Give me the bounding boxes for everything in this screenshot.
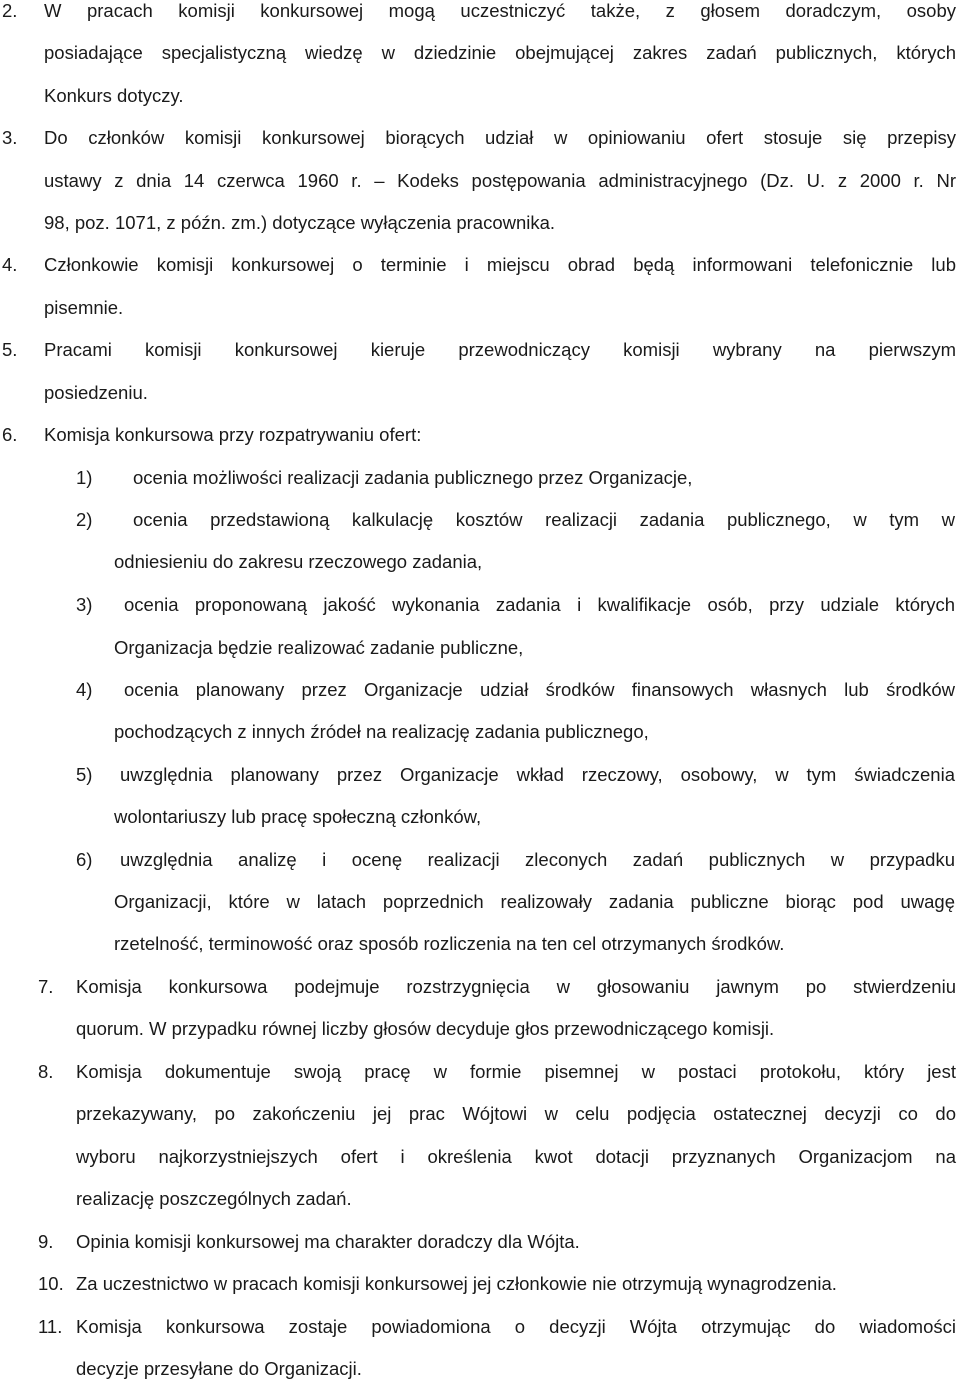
paragraph-line: Za uczestnictwo w pracach komisji konkursowej jej członkowie nie otrzymują wynagrodzenia. — [76, 1273, 837, 1294]
paragraph-line: Konkurs dotyczy. — [44, 85, 184, 106]
item-number: 9. — [38, 1231, 54, 1252]
paragraph-line: W pracach komisji konkursowej mogą uczestniczyć także, z głosem doradczym, osoby — [44, 0, 956, 21]
paragraph-line: pochodzących z innych źródeł na realizację zadania publicznego, — [114, 721, 649, 742]
paragraph-line: quorum. W przypadku równej liczby głosów decyduje głos przewodniczącego komisji. — [76, 1018, 775, 1039]
paragraph-line: ocenia przedstawioną kalkulację kosztów realizacji zadania publicznego, w tym w — [133, 509, 955, 530]
item-number: 7. — [38, 976, 54, 997]
paragraph-line: decyzje przesyłane do Organizacji. — [76, 1358, 362, 1379]
paragraph-line: realizację poszczególnych zadań. — [76, 1188, 352, 1209]
subitem-number: 6) — [76, 849, 93, 870]
paragraph-line: Komisja dokumentuje swoją pracę w formie pisemnej w postaci protokołu, który jest — [76, 1061, 956, 1082]
paragraph-line: rzetelność, terminowość oraz sposób rozliczenia na ten cel otrzymanych środków. — [114, 933, 785, 954]
subitem-number: 2) — [76, 509, 93, 530]
paragraph-line: wolontariuszy lub pracę społeczną członków, — [114, 806, 482, 827]
paragraph-line: Do członków komisji konkursowej biorących udział w opiniowaniu ofert stosuje się przepisy — [44, 127, 956, 148]
subitem-number: 3) — [76, 594, 93, 615]
paragraph-line: ocenia proponowaną jakość wykonania zadania i kwalifikacje osób, przy udziale których — [124, 594, 955, 615]
paragraph-line: odniesieniu do zakresu rzeczowego zadania, — [114, 551, 483, 572]
item-number: 5. — [2, 339, 18, 360]
paragraph-line: Komisja konkursowa podejmuje rozstrzygnięcia w głosowaniu jawnym po stwierdzeniu — [76, 976, 956, 997]
subitem-number: 1) — [76, 467, 93, 488]
paragraph-line: Członkowie komisji konkursowej o terminie i miejscu obrad będą informowani telefonicznie lub — [44, 254, 956, 275]
paragraph-line: ustawy z dnia 14 czerwca 1960 r. – Kodeks postępowania administracyjnego (Dz. U. z 2000 r. Nr — [44, 170, 956, 191]
paragraph-line: posiedzeniu. — [44, 382, 148, 403]
paragraph-line: 98, poz. 1071, z późn. zm.) dotyczące wyłączenia pracownika. — [44, 212, 556, 233]
paragraph-line: Organizacja będzie realizować zadanie publiczne, — [114, 637, 524, 658]
paragraph-line: Organizacji, które w latach poprzednich realizowały zadania publiczne biorąc pod uwagę — [114, 891, 955, 912]
paragraph-line: Pracami komisji konkursowej kieruje przewodniczący komisji wybrany na pierwszym — [44, 339, 956, 360]
paragraph-line: ocenia możliwości realizacji zadania publicznego przez Organizacje, — [133, 467, 693, 488]
paragraph-line: Komisja konkursowa przy rozpatrywaniu ofert: — [44, 424, 422, 445]
item-number: 11. — [38, 1316, 63, 1337]
item-number: 4. — [2, 254, 18, 275]
item-number: 8. — [38, 1061, 54, 1082]
paragraph-line: uwzględnia planowany przez Organizacje wkład rzeczowy, osobowy, w tym świadczenia — [120, 764, 955, 785]
item-number: 3. — [2, 127, 18, 148]
paragraph-line: posiadające specjalistyczną wiedzę w dziedzinie obejmującej zakres zadań publicznych, których — [44, 42, 956, 63]
paragraph-line: wyboru najkorzystniejszych ofert i określenia kwot dotacji przyznanych Organizacjom na — [76, 1146, 956, 1167]
item-number: 2. — [2, 0, 18, 21]
paragraph-line: uwzględnia analizę i ocenę realizacji zleconych zadań publicznych w przypadku — [120, 849, 955, 870]
paragraph-line: przekazywany, po zakończeniu jej prac Wójtowi w celu podjęcia ostatecznej decyzji co do — [76, 1103, 956, 1124]
item-number: 6. — [2, 424, 18, 445]
paragraph-line: Opinia komisji konkursowej ma charakter doradczy dla Wójta. — [76, 1231, 580, 1252]
paragraph-line: Komisja konkursowa zostaje powiadomiona o decyzji Wójta otrzymując do wiadomości — [76, 1316, 956, 1337]
paragraph-line: pisemnie. — [44, 297, 124, 318]
subitem-number: 4) — [76, 679, 93, 700]
paragraph-line: ocenia planowany przez Organizacje udział środków finansowych własnych lub środków — [124, 679, 955, 700]
subitem-number: 5) — [76, 764, 93, 785]
item-number: 10. — [38, 1273, 64, 1294]
